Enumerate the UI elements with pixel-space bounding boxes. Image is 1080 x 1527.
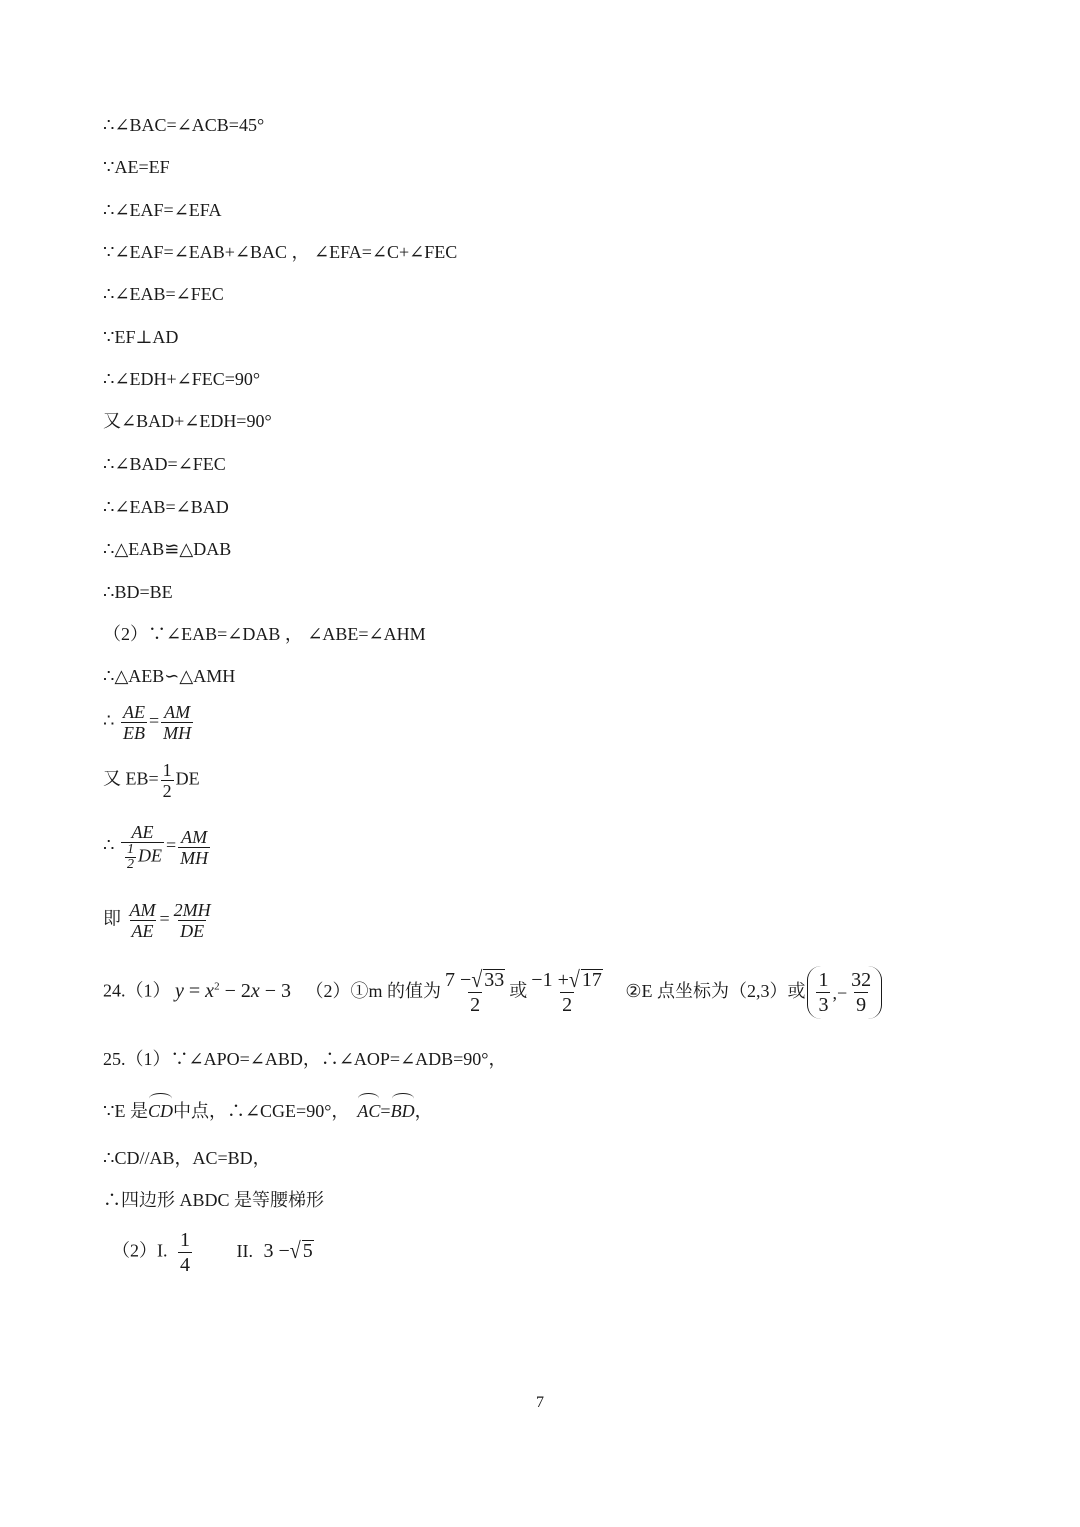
proof-line-4: ∵∠EAF=∠EAB+∠BAC ， ∠EFA=∠C+∠FEC	[103, 242, 458, 262]
proof-line-5: ∴∠EAB=∠FEC	[103, 284, 224, 304]
answer-24: 24.（1） $y = x^2 - 2x - 3$ （2）①m 的值为 $\frac{7 -√ 33}{2}$ 或 $\frac{-1 +√ 17}{2}$ ②E 点坐标为（2,3）或 $\frac{1}{3}$ ,− $\frac{32}{9}$	[103, 966, 882, 1019]
fraction-ae-eb: $\frac{AE}{EB}$	[122, 702, 145, 743]
fraction-am-mh: $\frac{AM}{MH}$	[180, 826, 209, 868]
q24-part3-label: ②E 点坐标为（2,3）或	[625, 980, 806, 1001]
q24-label: 24.（1）	[103, 980, 171, 1001]
eb-half-de-line: 又 EB= $\frac{1}{2}$ DE	[103, 760, 200, 801]
answer-25-line-2: ∵E 是CD中点，∴∠CGE=90°， AC=BD，	[103, 1096, 433, 1122]
therefore-symbol: ∴	[103, 835, 115, 856]
proof-line-3: ∴∠EAF=∠EFA	[103, 200, 222, 220]
proof-line-6: ∵EF⊥AD	[103, 327, 179, 347]
ratio-line-1	[103, 702, 195, 743]
proof-line-1: ∴∠BAC=∠ACB=45°	[103, 115, 265, 135]
fraction-am-ae: $\frac{AM}{AE}$	[129, 900, 156, 941]
fraction-minus1-plus-sqrt17: $\frac{-1 +√ 17}{2}$	[531, 967, 602, 1016]
ratio-line-2	[103, 822, 212, 872]
proof-line-9: ∴∠BAD=∠FEC	[103, 454, 226, 474]
proof-line-12: ∴BD=BE	[103, 582, 173, 602]
proof-line-14: ∴△AEB∽△AMH	[103, 666, 236, 686]
fraction-ae-over-half-de: AE $\frac{1}{2}$ DE	[121, 822, 164, 872]
page-number: 7	[536, 1394, 544, 1411]
therefore-symbol: ∴	[103, 710, 115, 731]
answer-25-line-3: ∴CD//AB，AC=BD，	[103, 1148, 271, 1168]
fraction-am-mh: $\frac{AM}{MH}$	[163, 702, 192, 743]
answer-25-line-4: ∴四边形 ABDC 是等腰梯形	[103, 1190, 325, 1210]
fraction-7-minus-sqrt33: $\frac{7 -√ 33}{2}$	[445, 967, 505, 1016]
equals-sign: =	[165, 835, 177, 856]
proof-line-8: 又∠BAD+∠EDH=90°	[103, 411, 272, 431]
fraction-one-half-small: $\frac{1}{2}$	[126, 842, 134, 872]
proof-line-7: ∴∠EDH+∠FEC=90°	[103, 369, 261, 389]
equals-sign: =	[148, 710, 160, 731]
q24-part2-label: （2）①m 的值为	[305, 980, 442, 1001]
arc-cd: CD	[148, 1096, 173, 1122]
fraction-2mh-de: $\frac{2MH}{DE}$	[173, 900, 211, 941]
proof-line-11: ∴△EAB≌△DAB	[103, 539, 232, 559]
coordinate-point: $\frac{1}{3}$ ,− $\frac{32}{9}$	[807, 966, 882, 1019]
q24-equation: $y = x^2 - 2x - 3$	[175, 979, 292, 1002]
fraction-one-quarter: $\frac{1}{4}$	[180, 1229, 190, 1276]
proof-line-10: ∴∠EAB=∠BAD	[103, 497, 229, 517]
arc-ac: AC	[357, 1096, 380, 1122]
answer-25-line-1: 25.（1）∵∠APO=∠ABD，∴∠AOP=∠ADB=90°，	[103, 1049, 507, 1069]
fraction-one-half: $\frac{1}{2}$	[162, 760, 172, 801]
proof-line-13: （2）∵∠EAB=∠DAB ， ∠ABE=∠AHM	[103, 624, 426, 644]
arc-bd: BD	[391, 1096, 415, 1122]
answer-25-line-5: （2）I. $\frac{1}{4}$ II. 3 −√ 5	[112, 1229, 313, 1276]
ratio-line-3: 即 $\frac{AM}{AE}$ = $\frac{2MH}{DE}$	[103, 900, 211, 941]
equals-sign: =	[159, 908, 170, 929]
proof-line-2: ∵AE=EF	[103, 157, 170, 177]
